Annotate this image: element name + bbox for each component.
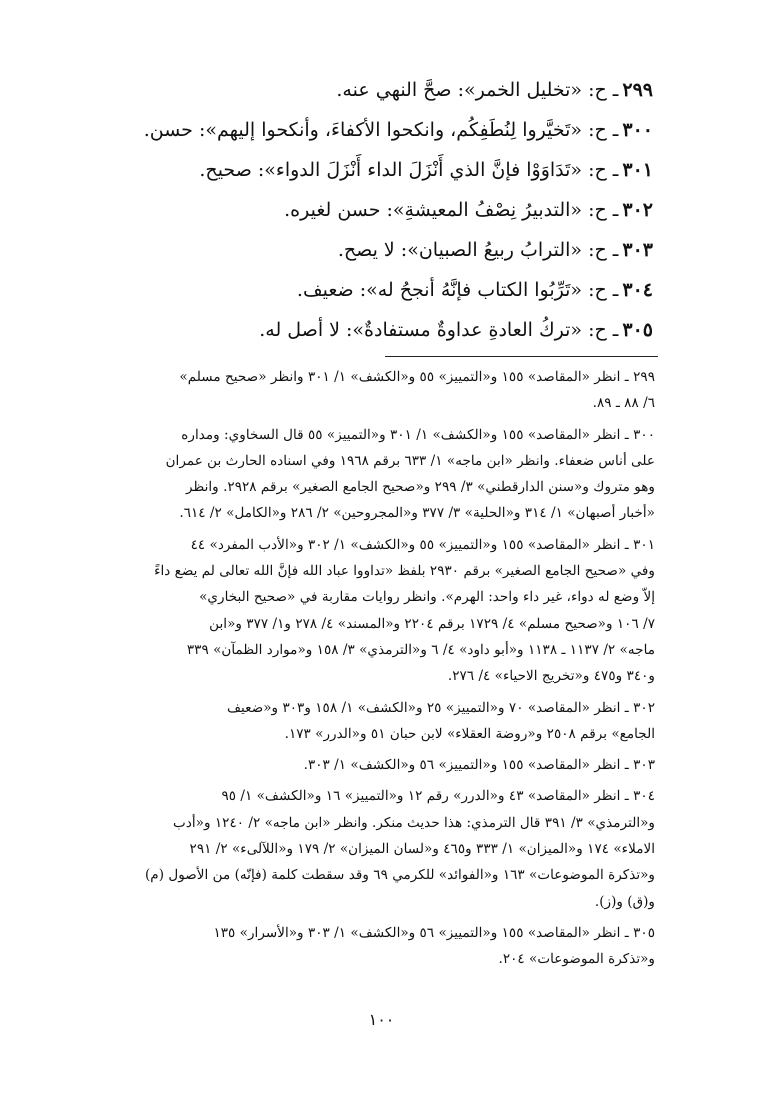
entry-304	[93, 270, 653, 310]
entry-number: ٣٠٢	[622, 199, 653, 221]
footnote-line: ٣٠٣ ـ انظر «المقاصد» ١٥٥ و«التمييز» ٥٦ و«الكشف» ١/ ٣٠٣.	[303, 757, 655, 774]
footnote-line: و(ق) و(ز).	[594, 893, 655, 910]
entry-text: ـ ح: «تخليل الخمر»: صحَّ النهي عنه.	[336, 79, 619, 101]
footnote-line: وهو متروك و«سنن الدارقطني» ٣/ ٢٩٩ و«صحيح الجامع الصغير» برقم ٢٩٢٨. وانظر	[185, 479, 655, 496]
entry-text: ـ ح: «التدبيرُ نِصْفُ المعيشةِ»: حسن لغيره.	[284, 199, 619, 221]
entry-text: ـ ح: «تَرِّبُوا الكتاب فإنَّهُ أنجحُ له»: ضعيف.	[296, 279, 619, 301]
entry-302	[93, 190, 653, 230]
footnote-line: الجامع» برقم ٢٥٠٨ و«روضة العقلاء» لابن حبان ٥١ و«الدرر» ١٧٣.	[284, 725, 655, 742]
entry-text: ـ ح: «الترابُ ربيعُ الصبيان»: لا يصح.	[337, 239, 619, 261]
footnote-line: ٦/ ٨٨ ـ ٨٩.	[592, 395, 655, 412]
footnote-303	[115, 752, 655, 778]
footnote-304	[115, 783, 655, 914]
footnote-line: ماجه» ٢/ ١١٣٧ ـ ١١٣٨ و«أبو داود» ٤/ ٦ و«الترمذي» ٣/ ١٥٨ و«موارد الظمآن» ٣٣٩	[186, 641, 655, 658]
entry-299	[93, 70, 653, 110]
hadith-entries	[93, 70, 653, 350]
footnote-line: ٣٠٢ ـ انظر «المقاصد» ٧٠ و«التمييز» ٢٥ و«الكشف» ١/ ١٥٨ و٣٠٣ و«ضعيف	[226, 699, 655, 716]
footnote-line: وفي «صحيح الجامع الصغير» برقم ٢٩٣٠ بلفظ «تداووا عباد الله فإنَّ الله تعالى لم يضع داءً	[154, 563, 655, 580]
footnote-separator	[385, 356, 658, 357]
footnote-line: و«الترمذي» ٣/ ٣٩١ قال الترمذي: هذا حديث منكر. وانظر «ابن ماجه» ٢/ ١٢٤٠ و«أدب	[173, 814, 655, 831]
entry-number: ٣٠١	[622, 159, 653, 181]
entry-number: ٣٠٥	[622, 319, 653, 341]
footnote-line: على أناس ضعفاء. وانظر «ابن ماجه» ١/ ٦٣٣ برقم ١٩٦٨ وفي اسناده الحارث بن عمران	[165, 452, 655, 469]
footnote-line: ٣٠٥ ـ انظر «المقاصد» ١٥٥ و«التمييز» ٥٦ و«الكشف» ١/ ٣٠٣ و«الأسرار» ١٣٥	[213, 924, 655, 941]
footnote-299	[115, 364, 655, 417]
entry-301	[93, 150, 653, 190]
footnote-302	[115, 695, 655, 748]
entry-text: ـ ح: «تَدَاوَوْا فإنَّ الذي أَنْزَلَ الداء أَنْزَلَ الدواء»: صحيح.	[199, 159, 619, 181]
footnote-line: ٣٠١ ـ انظر «المقاصد» ١٥٥ و«التمييز» ٥٥ و«الكشف» ١/ ٣٠٢ و«الأدب المفرد» ٤٤	[190, 536, 655, 553]
footnote-line: «أخبار أصبهان» ١/ ٣١٤ و«الحلية» ٣/ ٣٧٧ و«المجروحين» ٢/ ٢٨٦ و«الكامل» ٢/ ٦١٤.	[179, 505, 655, 522]
footnotes	[115, 364, 655, 973]
footnote-line: ٧/ ١٠٦ و«صحيح مسلم» ٤/ ١٧٢٩ برقم ٢٢٠٤ و«المسند» ٤/ ٢٧٨ و١/ ٣٧٧ و«ابن	[209, 615, 655, 632]
footnote-line: ٢٩٩ ـ انظر «المقاصد» ١٥٥ و«التمييز» ٥٥ و«الكشف» ١/ ٣٠١ وانظر «صحيح مسلم»	[179, 369, 655, 385]
page-number: ١٠٠	[368, 1010, 395, 1029]
entry-305	[93, 310, 653, 350]
footnote-line: و٣٤٠ و٤٧٥ و«تخريج الاحياء» ٤/ ٢٧٦.	[447, 668, 655, 685]
footnote-line: ٣٠٠ ـ انظر «المقاصد» ١٥٥ و«الكشف» ١/ ٣٠١ و«التمييز» ٥٥ قال السخاوي: ومداره	[181, 426, 655, 443]
footnote-line: و«تذكرة الموضوعات» ٢٠٤.	[498, 951, 655, 968]
entry-number: ٣٠٣	[622, 239, 653, 261]
entry-300	[93, 110, 653, 150]
entry-number: ٢٩٩	[622, 79, 653, 101]
footnote-300	[115, 422, 655, 527]
footnote-line: الاملاء» ١٧٤ و«الميزان» ١/ ٣٣٣ و٤٦٥ و«لسان الميزان» ٢/ ١٧٩ و«اللآلىء» ٢/ ٢٩١	[189, 841, 655, 858]
footnote-301	[115, 532, 655, 690]
entry-number: ٣٠٤	[622, 279, 653, 301]
entry-text: ـ ح: «تركُ العادةِ عداوةٌ مستفادةٌ»: لا أصل له.	[259, 319, 619, 341]
entry-text: ـ ح: «تَخيَّروا لِنُطَفِكُم، وانكحوا الأكفاءَ، وأنكحوا إليهم»: حسن.	[143, 119, 619, 141]
entry-number: ٣٠٠	[622, 119, 653, 141]
footnote-line: و«تذكرة الموضوعات» ١٦٣ و«الفوائد» للكرمي ٦٩ وقد سقطت كلمة (فإنّه) من الأصول (م)	[144, 867, 655, 884]
footnote-line: إلاّ وضع له دواء، غير داء واحد: الهرم». وانظر روايات مقاربة في «صحيح البخاري»	[199, 589, 655, 606]
footnote-line: ٣٠٤ ـ انظر «المقاصد» ٤٣ و«الدرر» رقم ١٢ و«التمييز» ١٦ و«الكشف» ١/ ٩٥	[221, 788, 655, 805]
entry-303	[93, 230, 653, 270]
footnote-305	[115, 920, 655, 973]
